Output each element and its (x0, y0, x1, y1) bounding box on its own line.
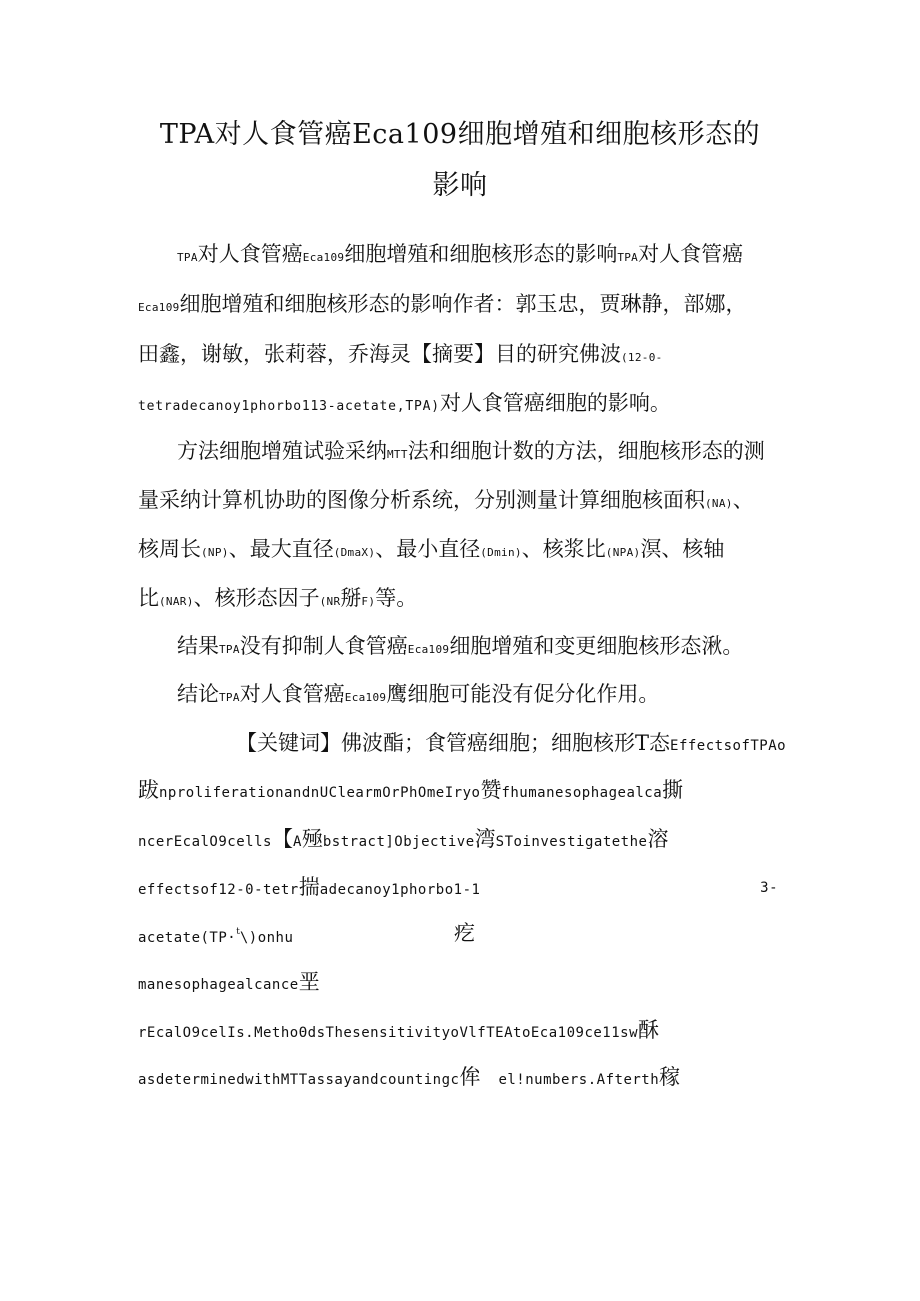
text-fragment: dsThesensitivityoVlfTEAtoEca109ce11sw (307, 1025, 639, 1041)
english-line-6 (138, 1020, 659, 1041)
text-fragment: 3- (760, 880, 778, 896)
english-line-7 (138, 1067, 680, 1088)
english-line-5 (138, 972, 320, 993)
text-fragment: 【 (271, 827, 293, 851)
text-fragment: EffectsofTPAo (670, 738, 787, 754)
text-fragment: MTT (387, 448, 408, 461)
text-fragment: 溟、核轴 (640, 537, 725, 561)
text-fragment: 核周长 (138, 537, 201, 561)
text-fragment: 细胞增殖和细胞核形态的影响 (344, 242, 618, 266)
text-fragment: 对人食管癌 (197, 242, 303, 266)
text-fragment: 【关键词】佛波酯；食管癌细胞；细胞核形T态 (236, 731, 671, 755)
text-fragment: (NA) (705, 497, 733, 510)
text-fragment: adecanoy1phorbo1-1 (319, 882, 481, 898)
paragraph-2-line-4 (138, 588, 417, 609)
text-fragment: 结果 (177, 634, 219, 658)
text-fragment: 湾 (474, 827, 496, 851)
paragraph-1-line-3 (138, 344, 663, 365)
text-fragment: asdeterminedwithMTTassayandcountingc (138, 1072, 460, 1088)
text-fragment: Θ (298, 1025, 308, 1041)
text-fragment: 对人食管癌细胞的影响。 (439, 391, 671, 415)
text-fragment: 垩 (298, 970, 320, 994)
text-fragment: ncerEcalO9cells (138, 834, 272, 850)
text-fragment: TPA (177, 251, 198, 264)
text-fragment: rEcalO9celIs.Metho (138, 1025, 299, 1041)
text-fragment: 比 (138, 586, 159, 610)
text-fragment: 揣 (298, 875, 320, 899)
text-fragment: el!numbers.Afterth (498, 1072, 660, 1088)
document-title-line-1: TPA对人食管癌Eca109细胞增殖和细胞核形态的 (159, 119, 761, 150)
text-fragment: fhumanesophagealca (501, 785, 663, 801)
text-fragment: 没有抑制人食管癌 (239, 634, 408, 658)
text-fragment: t (236, 927, 240, 937)
text-fragment: 跋 (138, 778, 159, 802)
text-fragment: (NAR) (159, 595, 194, 608)
text-fragment: tetradecanoy1phorbo113-acetate,TPA) (138, 399, 440, 414)
text-fragment: 殛 (301, 827, 323, 851)
text-fragment: 稼 (659, 1065, 681, 1089)
text-fragment: effectsof12-0-tetr (138, 882, 299, 898)
keywords-line (236, 733, 786, 754)
text-fragment: 方法细胞增殖试验采纳 (177, 439, 387, 463)
text-fragment: 酥 (638, 1018, 660, 1042)
text-fragment: (12-0- (621, 351, 663, 364)
text-fragment: F) (361, 595, 376, 608)
text-fragment: A (292, 834, 302, 850)
english-line-4 (138, 921, 538, 946)
text-fragment: 、最大直径 (228, 537, 334, 561)
paragraph-2-line-1 (177, 441, 765, 462)
text-fragment: TPA (219, 691, 240, 704)
text-fragment: bstract]Objective (322, 834, 475, 850)
english-line-3 (138, 877, 778, 898)
paragraph-2-line-2 (138, 490, 754, 511)
text-fragment: TPA (617, 251, 639, 264)
text-fragment: 、核浆比 (521, 537, 606, 561)
text-fragment: 溶 (647, 827, 669, 851)
paragraph-1-line-1 (177, 244, 743, 265)
text-fragment: 掰 (340, 586, 362, 610)
paragraph-1-line-4 (138, 393, 671, 414)
text-fragment: manesophagealcance (138, 977, 299, 993)
text-fragment: 法和细胞计数的方法，细胞核形态的测 (407, 439, 765, 463)
english-line-2 (138, 829, 668, 850)
paragraph-1-line-2 (138, 294, 747, 315)
text-fragment: Eca109 (138, 301, 180, 314)
english-line-1 (138, 780, 683, 801)
text-fragment: 撕 (662, 778, 684, 802)
text-fragment: 量采纳计算机协助的图像分析系统，分别测量计算细胞核面积 (138, 488, 705, 512)
results-line (177, 636, 743, 657)
text-fragment: (NR (319, 595, 341, 608)
text-fragment: 、最小直径 (375, 537, 481, 561)
text-fragment: 结论 (177, 682, 219, 706)
text-fragment: 赞 (480, 778, 502, 802)
text-fragment: 等。 (375, 586, 418, 610)
text-fragment: 鹰细胞可能没有促分化作用。 (386, 682, 660, 706)
text-fragment: 田鑫，谢敏，张莉蓉，乔海灵【摘要】目的研究佛波 (138, 342, 621, 366)
text-fragment: 对人食管癌 (239, 682, 345, 706)
text-fragment: (Dmin) (480, 546, 522, 559)
text-fragment: (NP) (201, 546, 229, 559)
text-fragment: acetate(TP· (138, 930, 237, 946)
document-title-line-2: 影响 (432, 170, 488, 201)
text-fragment: \)onhu (239, 930, 294, 946)
text-fragment: 细胞增殖和变更细胞核形态湫。 (449, 634, 744, 658)
text-fragment: Eca109 (302, 251, 345, 264)
text-fragment: 侔 (459, 1065, 481, 1089)
text-fragment: 、 (732, 488, 754, 512)
text-fragment: SToinvestigatethe (495, 834, 648, 850)
text-fragment: 对人食管癌 (638, 242, 744, 266)
text-fragment: 细胞增殖和细胞核形态的影响作者：郭玉忠，贾琳静，部娜， (179, 292, 747, 316)
text-fragment: Eca109 (407, 643, 450, 656)
conclusion-line (177, 684, 659, 705)
text-fragment: 疙 (454, 921, 475, 945)
paragraph-2-line-3 (138, 539, 724, 560)
text-fragment: Eca109 (344, 691, 387, 704)
text-fragment: (DmaX) (333, 546, 376, 559)
text-fragment: 、核形态因子 (193, 586, 320, 610)
text-fragment: TPA (219, 643, 240, 656)
text-fragment: (NPA) (605, 546, 641, 559)
text-fragment: nproliferationandnUClearmOrPhOmeIryo (159, 785, 481, 801)
